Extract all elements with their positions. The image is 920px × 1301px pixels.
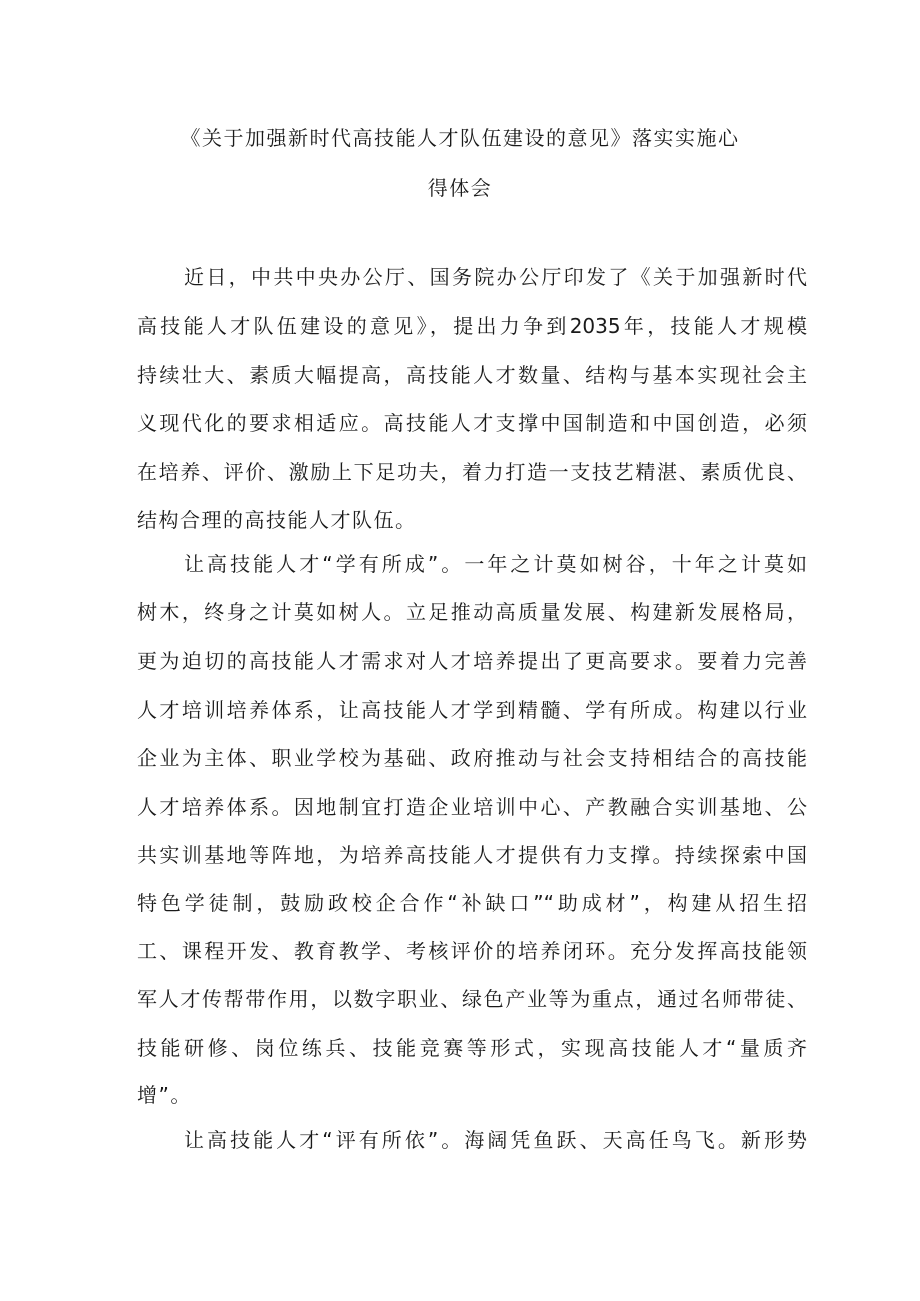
paragraph-1-line-5: 在培养、评价、激励上下足功夫，着力打造一支技艺精湛、素质优良、 <box>137 460 807 484</box>
paragraph-2-line-12: 增”。 <box>137 1083 192 1107</box>
paragraph-2-line-1: 让高技能人才“学有所成”。一年之计莫如树谷，十年之计莫如 <box>184 552 807 576</box>
document-title-line-1: 《关于加强新时代高技能人才队伍建设的意见》落实实施心 <box>180 126 740 150</box>
paragraph-1-line-4: 义现代化的要求相适应。高技能人才支撑中国制造和中国创造，必须 <box>137 411 807 435</box>
paragraph-2-line-5: 企业为主体、职业学校为基础、政府推动与社会支持相结合的高技能 <box>137 746 807 770</box>
paragraph-2-line-11: 技能研修、岗位练兵、技能竞赛等形式，实现高技能人才“量质齐 <box>137 1036 807 1060</box>
paragraph-2-line-2: 树木，终身之计莫如树人。立足推动高质量发展、构建新发展格局， <box>137 600 807 624</box>
paragraph-1-line-2: 高技能人才队伍建设的意见》，提出力争到2035年，技能人才规模 <box>137 314 807 338</box>
paragraph-2-line-7: 共实训基地等阵地，为培养高技能人才提供有力支撑。持续探索中国 <box>137 843 807 867</box>
paragraph-1-line-1: 近日，中共中央办公厅、国务院办公厅印发了《关于加强新时代 <box>184 265 807 289</box>
paragraph-1-line-3: 持续壮大、素质大幅提高，高技能人才数量、结构与基本实现社会主 <box>137 363 807 387</box>
paragraph-2-line-6: 人才培养体系。因地制宜打造企业培训中心、产教融合实训基地、公 <box>137 795 807 819</box>
paragraph-3-line-1: 让高技能人才“评有所依”。海阔凭鱼跃、天高任鸟飞。新形势 <box>184 1128 807 1152</box>
paragraph-1-line-6: 结构合理的高技能人才队伍。 <box>137 508 417 532</box>
paragraph-2-line-4: 人才培训培养体系，让高技能人才学到精髓、学有所成。构建以行业 <box>137 698 807 722</box>
paragraph-2-line-3: 更为迫切的高技能人才需求对人才培养提出了更高要求。要着力完善 <box>137 649 807 673</box>
paragraph-2-line-9: 工、课程开发、教育教学、考核评价的培养闭环。充分发挥高技能领 <box>137 939 807 963</box>
paragraph-2-line-10: 军人才传帮带作用，以数字职业、绿色产业等为重点，通过名师带徒、 <box>137 987 807 1011</box>
document-title-line-2: 得体会 <box>427 176 493 200</box>
paragraph-2-line-8: 特色学徒制，鼓励政校企合作“补缺口”“助成材”，构建从招生招 <box>137 891 807 915</box>
